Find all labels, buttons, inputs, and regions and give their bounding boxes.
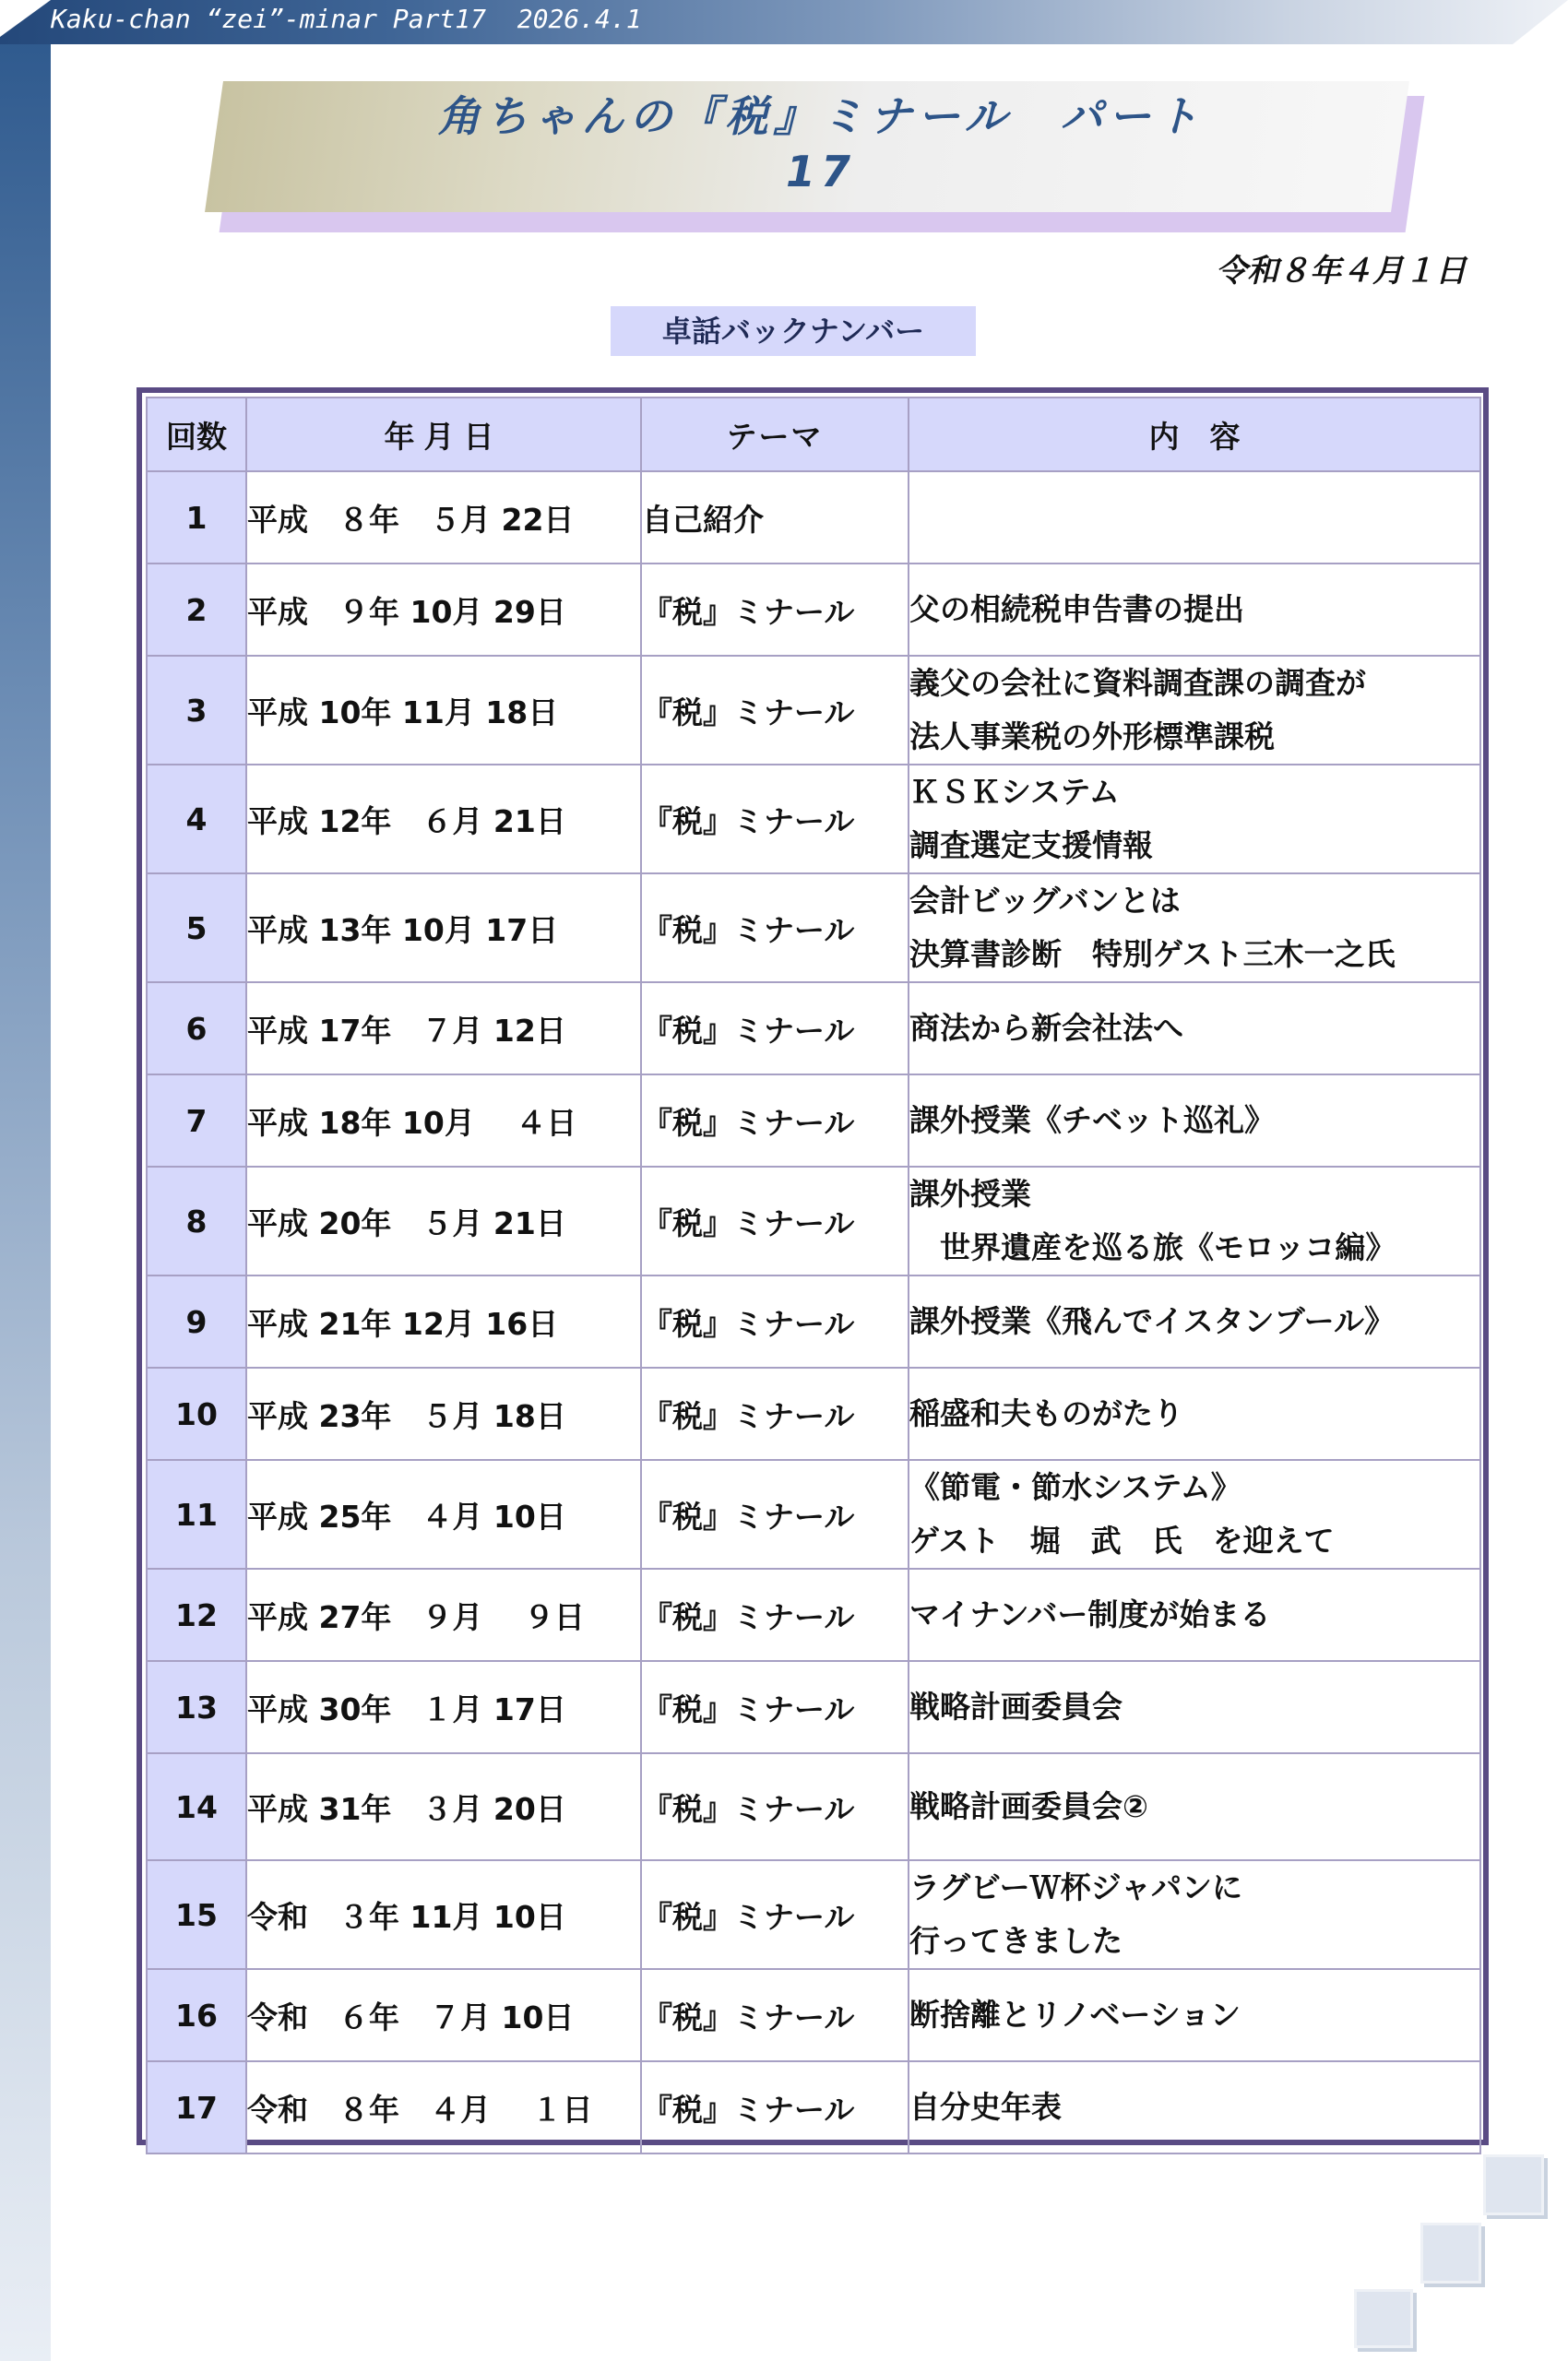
row-num: 15	[147, 1860, 246, 1969]
row-date: 平成 18年 10月 ４日	[246, 1074, 641, 1167]
table-row	[147, 1074, 1480, 1167]
row-date: 令和 ３年 11月 10日	[246, 1860, 641, 1969]
row-num: 14	[147, 1753, 246, 1860]
row-theme: 『税』ミナール	[641, 1460, 909, 1569]
row-theme: 『税』ミナール	[641, 1661, 909, 1753]
row-date: 平成 25年 ４月 10日	[246, 1460, 641, 1569]
row-content: 戦略計画委員会②	[909, 1753, 1480, 1860]
table-row	[147, 656, 1480, 765]
table-row	[147, 471, 1480, 564]
row-content: ＫＳＫシステム 調査選定支援情報	[909, 765, 1480, 873]
row-theme: 『税』ミナール	[641, 1275, 909, 1368]
title-line-2: 17	[785, 147, 856, 196]
row-date: 平成 31年 ３月 20日	[246, 1753, 641, 1860]
row-content: 《節電・節水システム》 ゲスト 堀 武 氏 を迎えて	[909, 1460, 1480, 1569]
row-content: 課外授業《飛んでイスタンブール》	[909, 1275, 1480, 1368]
table-row	[147, 1860, 1480, 1969]
page-title	[277, 89, 1365, 208]
row-content	[909, 471, 1480, 564]
header-content: 内 容	[909, 397, 1480, 471]
row-theme: 『税』ミナール	[641, 1860, 909, 1969]
row-theme: 自己紹介	[641, 471, 909, 564]
decor-square	[1483, 2154, 1544, 2215]
row-num: 17	[147, 2061, 246, 2153]
row-date: 令和 ６年 ７月 10日	[246, 1969, 641, 2061]
decor-square	[1420, 2223, 1481, 2284]
header-date: 年月日	[246, 397, 641, 471]
row-num: 4	[147, 765, 246, 873]
table-row	[147, 1753, 1480, 1860]
row-num: 8	[147, 1167, 246, 1275]
table-row	[147, 1969, 1480, 2061]
table-row	[147, 1661, 1480, 1753]
table-row	[147, 564, 1480, 656]
table-row	[147, 1275, 1480, 1368]
table-row	[147, 1368, 1480, 1460]
table-row	[147, 2061, 1480, 2153]
row-content: 断捨離とリノベーション	[909, 1969, 1480, 2061]
document-date: 令和８年４月１日	[1216, 253, 1467, 290]
row-theme: 『税』ミナール	[641, 982, 909, 1074]
row-content: ラグビーＷ杯ジャパンに 行ってきました	[909, 1860, 1480, 1969]
row-num: 5	[147, 873, 246, 982]
row-num: 6	[147, 982, 246, 1074]
row-num: 1	[147, 471, 246, 564]
row-num: 11	[147, 1460, 246, 1569]
row-theme: 『税』ミナール	[641, 564, 909, 656]
row-num: 3	[147, 656, 246, 765]
header-num: 回数	[147, 397, 246, 471]
row-theme: 『税』ミナール	[641, 656, 909, 765]
left-gradient-strip	[0, 37, 51, 2361]
table-row	[147, 873, 1480, 982]
row-theme: 『税』ミナール	[641, 1569, 909, 1661]
row-theme: 『税』ミナール	[641, 1368, 909, 1460]
row-date: 平成 12年 ６月 21日	[246, 765, 641, 873]
row-num: 10	[147, 1368, 246, 1460]
row-theme: 『税』ミナール	[641, 1167, 909, 1275]
row-content: 商法から新会社法へ	[909, 982, 1480, 1074]
row-theme: 『税』ミナール	[641, 873, 909, 982]
row-content: 義父の会社に資料調査課の調査が 法人事業税の外形標準課税	[909, 656, 1480, 765]
row-num: 2	[147, 564, 246, 656]
row-content: 父の相続税申告書の提出	[909, 564, 1480, 656]
backnumber-table	[146, 397, 1481, 2154]
table-row	[147, 765, 1480, 873]
row-content: 自分史年表	[909, 2061, 1480, 2153]
row-num: 13	[147, 1661, 246, 1753]
row-content: 課外授業 世界遺産を巡る旅《モロッコ編》	[909, 1167, 1480, 1275]
row-theme: 『税』ミナール	[641, 1969, 909, 2061]
row-date: 平成 20年 ５月 21日	[246, 1167, 641, 1275]
corner-notch	[0, 0, 51, 37]
row-content: マイナンバー制度が始まる	[909, 1569, 1480, 1661]
row-content: 稲盛和夫ものがたり	[909, 1368, 1480, 1460]
row-theme: 『税』ミナール	[641, 1074, 909, 1167]
row-content: 会計ビッグバンとは 決算書診断 特別ゲスト三木一之氏	[909, 873, 1480, 982]
row-content: 戦略計画委員会	[909, 1661, 1480, 1753]
row-theme: 『税』ミナール	[641, 765, 909, 873]
row-date: 平成 10年 11月 18日	[246, 656, 641, 765]
row-date: 平成 21年 12月 16日	[246, 1275, 641, 1368]
row-date: 平成 30年 １月 17日	[246, 1661, 641, 1753]
decor-square	[1354, 2289, 1413, 2348]
row-date: 平成 ８年 ５月 22日	[246, 471, 641, 564]
row-content: 課外授業《チベット巡礼》	[909, 1074, 1480, 1167]
row-num: 12	[147, 1569, 246, 1661]
header-theme: テーマ	[641, 397, 909, 471]
row-theme: 『税』ミナール	[641, 1753, 909, 1860]
section-subtitle: 卓話バックナンバー	[611, 306, 976, 356]
row-date: 平成 23年 ５月 18日	[246, 1368, 641, 1460]
table-row	[147, 982, 1480, 1074]
row-num: 7	[147, 1074, 246, 1167]
banner-text: Kaku-chan “zei”-minar Part17 2026.4.1	[51, 4, 642, 34]
table-row	[147, 1167, 1480, 1275]
row-num: 16	[147, 1969, 246, 2061]
row-date: 平成 13年 10月 17日	[246, 873, 641, 982]
row-date: 令和 ８年 ４月 １日	[246, 2061, 641, 2153]
row-date: 平成 27年 ９月 ９日	[246, 1569, 641, 1661]
row-num: 9	[147, 1275, 246, 1368]
row-date: 平成 ９年 10月 29日	[246, 564, 641, 656]
row-date: 平成 17年 ７月 12日	[246, 982, 641, 1074]
table-row	[147, 1460, 1480, 1569]
title-line-1: 角ちゃんの『税』ミナール パート	[437, 91, 1205, 141]
table-row	[147, 1569, 1480, 1661]
table-header-row	[147, 397, 1480, 471]
row-theme: 『税』ミナール	[641, 2061, 909, 2153]
